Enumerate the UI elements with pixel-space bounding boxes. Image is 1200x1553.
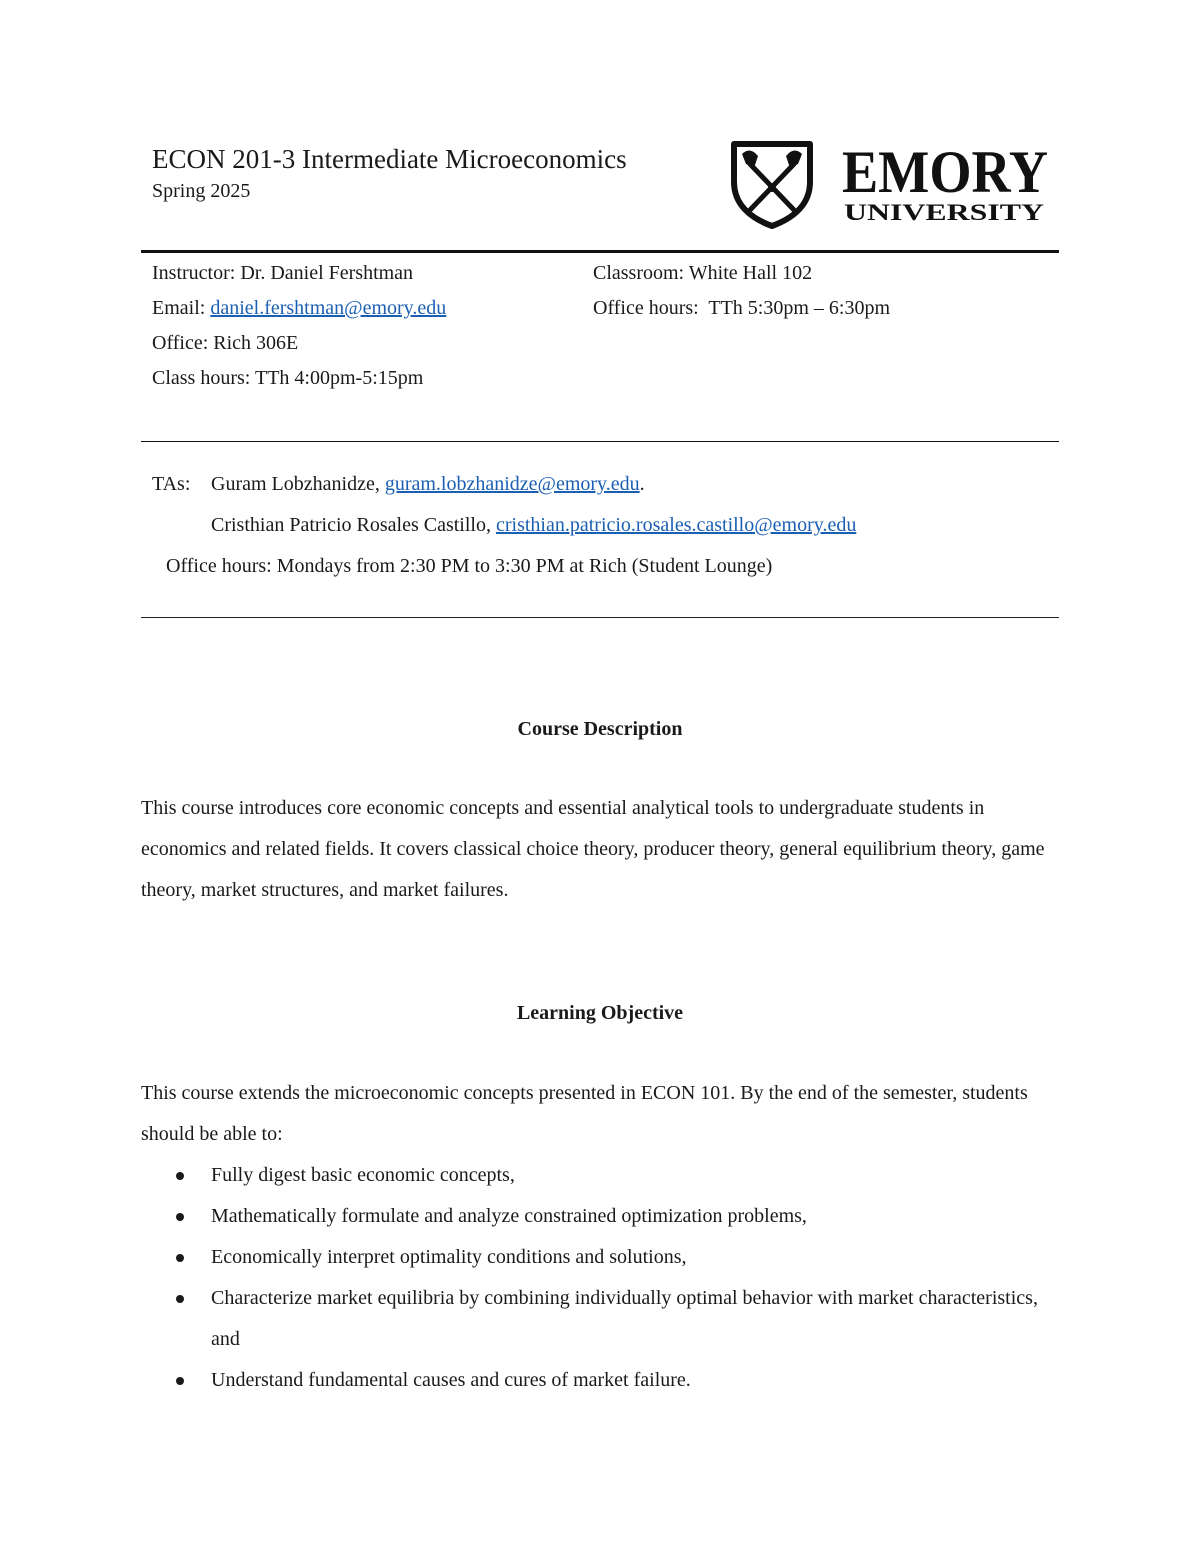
course-description-heading: Course Description [517,718,683,740]
classroom-label: Classroom: [593,262,689,284]
office-hours-label: Office hours: [593,297,709,319]
class-hours-label: Class hours: [152,367,255,389]
learning-objective-list [141,1155,1061,1401]
ta2-email-link[interactable]: cristhian.patricio.rosales.castillo@emory.edu [495,514,857,536]
course-term: Spring 2025 [152,180,251,202]
course-description-body: This course introduces core economic concepts and essential analytical tools to undergraduate students in economics and related fields. It covers classical choice theory, producer theory, general equilibrium theory, game theory, market structures, and market failures. [141,797,1045,901]
list-item-text: Fully digest basic economic concepts, [211,1164,515,1186]
instructor-row [152,256,446,291]
instructor-info-right [593,256,890,326]
list-item-text: Characterize market equilibria by combining individually optimal behavior with market characteristics, and [211,1287,1038,1350]
office-hours-value: TTh 5:30pm – 6:30pm [708,297,891,319]
list-item [141,1196,1061,1237]
bullet-icon [176,1172,184,1180]
bullet-icon [176,1254,184,1262]
bullet-icon [176,1295,184,1303]
office-hours-row [593,291,890,326]
list-item [141,1360,1061,1401]
list-item [141,1155,1061,1196]
list-item [141,1278,1061,1360]
ta2-name: Cristhian Patricio Rosales Castillo, [211,514,496,536]
email-row [152,291,446,326]
ta-divider [141,617,1059,618]
instructor-name: Dr. Daniel Fershtman [240,262,414,284]
learning-objective-heading: Learning Objective [516,1002,684,1024]
ta-row-1 [152,464,645,505]
list-item-text: Economically interpret optimality conditions and solutions, [211,1246,687,1268]
email-label: Email: [152,297,211,319]
bullet-icon [176,1377,184,1385]
office-value: Rich 306E [213,332,299,354]
classroom-value: White Hall 102 [688,262,813,284]
course-title: ECON 201-3 Intermediate Microeconomics [152,144,627,174]
info-divider [141,441,1059,442]
ta1-suffix: . [639,473,645,495]
list-item-text: Mathematically formulate and analyze constrained optimization problems, [211,1205,807,1227]
instructor-info-left [152,256,446,396]
class-hours-value: TTh 4:00pm-5:15pm [254,367,424,389]
instructor-email-link[interactable]: daniel.fershtman@emory.edu [210,297,447,319]
logo-name-line2: UNIVERSITY [844,200,1045,225]
office-row [152,326,446,361]
ta-office-hours: Office hours: Mondays from 2:30 PM to 3:30 PM at Rich (Student Lounge) [166,555,773,577]
emory-university-logo [730,138,1050,230]
ta1-email-link[interactable]: guram.lobzhanidze@emory.edu [384,473,640,495]
instructor-label: Instructor: [152,262,241,284]
ta1-name: Guram Lobzhanidze, [211,473,385,495]
learning-objective-intro: This course extends the microeconomic concepts presented in ECON 101. By the end of the semester, students should be able to: [141,1082,1028,1145]
tas-label: TAs: [152,473,191,495]
bullet-icon [176,1213,184,1221]
emory-shield-icon [734,144,810,226]
logo-name-line1: EMORY [842,139,1048,205]
header-divider [141,250,1059,253]
office-label: Office: [152,332,214,354]
classroom-row [593,256,890,291]
list-item-text: Understand fundamental causes and cures of market failure. [211,1369,691,1391]
ta-row-2 [211,505,856,546]
list-item [141,1237,1061,1278]
class-hours-row [152,361,446,396]
